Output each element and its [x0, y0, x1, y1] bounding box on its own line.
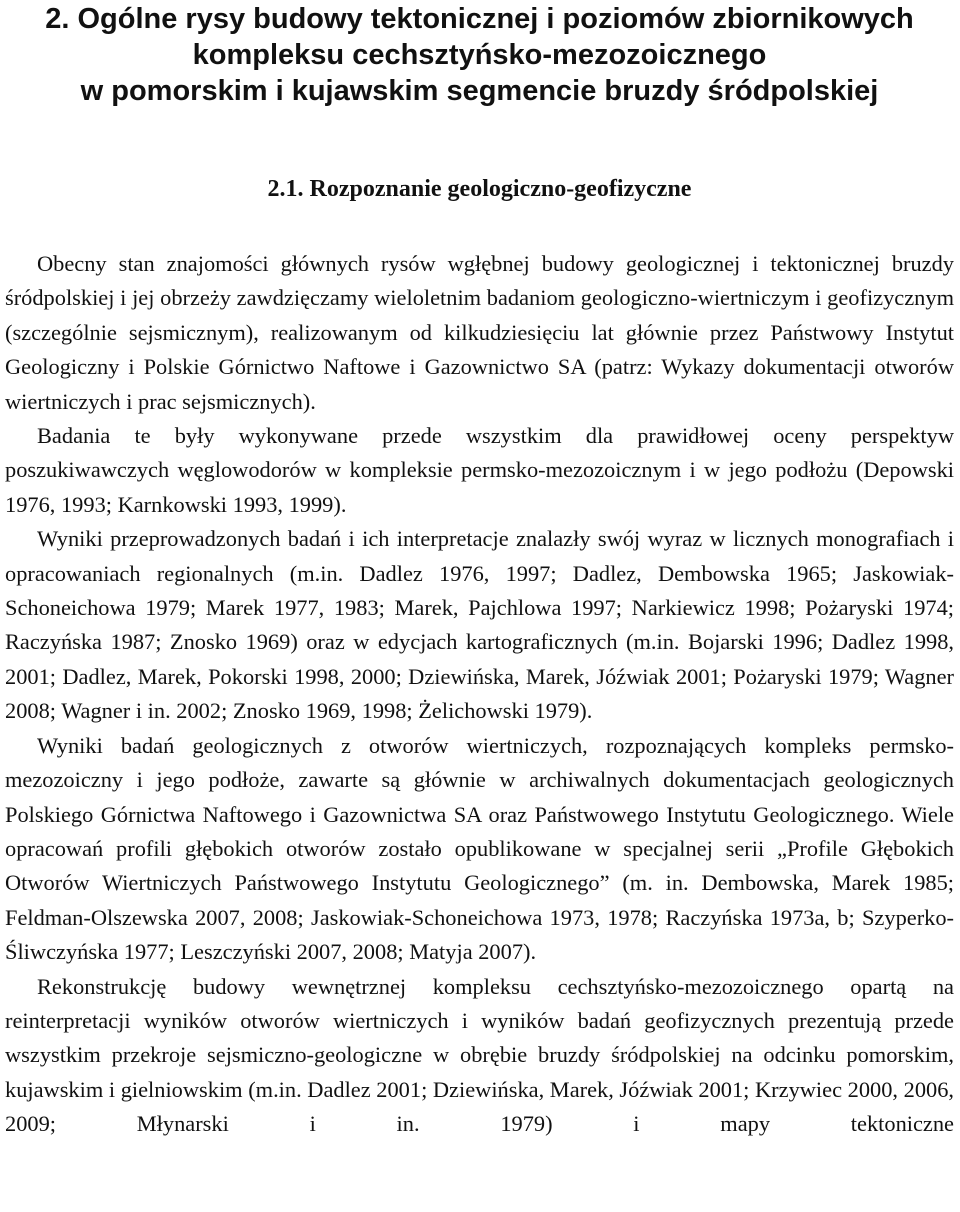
paragraph-5: Rekonstrukcję budowy wewnętrznej kompleksu cechsztyńsko-mezozoicznego opartą na reinterpretacji wyników otworów wiertniczych i wyników badań geofizycznych prezentują przede wszystkim przekroje sejsmiczno-geologiczne w obrębie bruzdy śródpolskiej na odcinku pomorskim, kujawskim i gielniowskim (m.in. Dadlez 2001; Dziewińska, Marek, Jóźwiak 2001; Krzywiec 2000, 2006, 2009; Młynarski i in. 1979) i mapy tektoniczne [5, 973, 954, 1137]
paragraph-4: Wyniki badań geologicznych z otworów wiertniczych, rozpoznających kompleks permsko-mezozoiczny i jego podłoże, zawarte są głównie w archiwalnych dokumentacjach geologicznych Polskiego Górnictwa Naftowego i Gazownictwa SA oraz Państwowego Instytutu Geologicznego. Wiele opracowań profili głębokich otworów zostało opublikowane w specjalnej serii „Profile Głębokich Otworów Wiertniczych Państwowego Instytutu Geologicznego” (m. in. Dembowska, Marek 1985; Feldman-Olszewska 2007, 2008; Jaskowiak-Schoneichowa 1973, 1978; Raczyńska 1973a, b; Szyperko-Śliwczyńska 1977; Leszczyński 2007, 2008; Matyja 2007). [5, 732, 954, 965]
body-text [5, 247, 954, 1142]
chapter-title-line-2: kompleksu cechsztyńsko-mezozoicznego [192, 39, 767, 71]
paragraph-1: Obecny stan znajomości głównych rysów wgłębnej budowy geologicznej i tektonicznej bruzdy śródpolskiej i jej obrzeży zawdzięczamy wieloletnim badaniom geologiczno-wiertniczym i geofizycznym (szczególnie sejsmicznym), realizowanym od kilkudziesięciu lat głównie przez Państwowy Instytut Geologiczny i Polskie Górnictwo Naftowe i Gazownictwo SA (patrz: Wykazy dokumentacji otworów wiertniczych i prac sejsmicznych). [5, 251, 954, 414]
chapter-title [5, 0, 954, 109]
section-title: 2.1. Rozpoznanie geologiczno-geofizyczne [267, 176, 692, 202]
chapter-title-line-3: w pomorskim i kujawskim segmencie bruzdy śródpolskiej [80, 75, 879, 107]
paragraph-3: Wyniki przeprowadzonych badań i ich interpretacje znalazły swój wyraz w licznych monografiach i opracowaniach regionalnych (m.in. Dadlez 1976, 1997; Dadlez, Dembowska 1965; Jaskowiak-Schoneichowa 1979; Marek 1977, 1983; Marek, Pajchlowa 1997; Narkiewicz 1998; Pożaryski 1974; Raczyńska 1987; Znosko 1969) oraz w edycjach kartograficznych (m.in. Bojarski 1996; Dadlez 1998, 2001; Dadlez, Marek, Pokorski 1998, 2000; Dziewińska, Marek, Jóźwiak 2001; Pożaryski 1979; Wagner 2008; Wagner i in. 2002; Znosko 1969, 1998; Żelichowski 1979). [5, 526, 954, 724]
chapter-title-line-1: 2. Ogólne rysy budowy tektonicznej i poziomów zbiornikowych [45, 3, 914, 35]
paragraph-2: Badania te były wykonywane przede wszystkim dla prawidłowej oceny perspektyw poszukiwawczych węglowodorów w kompleksie permsko-mezozoicznym i w jego podłożu (Depowski 1976, 1993; Karnkowski 1993, 1999). [5, 423, 954, 517]
